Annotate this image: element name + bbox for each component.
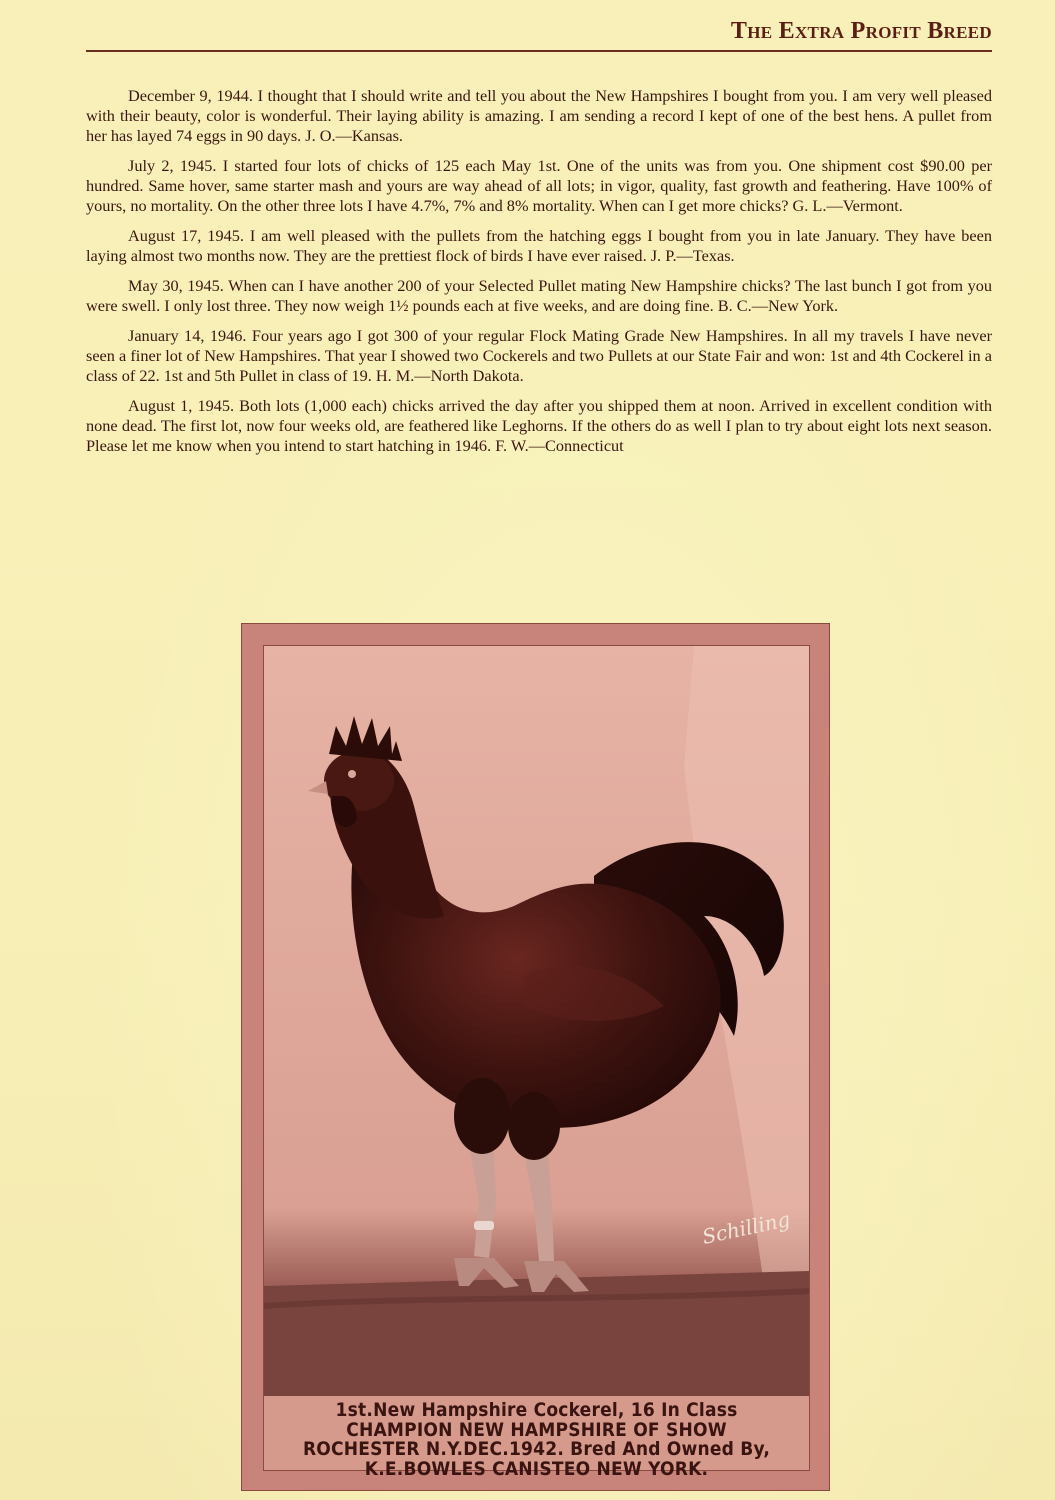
testimonial-letter: July 2, 1945. I started four lots of chicks of 125 each May 1st. One of the units was from you. One shipment cost $90.00 per hundred. Same hover, same starter mash and yours are way ahead of all lots; in vigor, quality, fast growth and feathering. Have 100% of yours, no mortality. On the other three lots I have 4.7%, 7% and 8% mortality. When can I get more chicks? G. L.—Vermont. [86, 156, 992, 215]
testimonial-letter: May 30, 1945. When can I have another 200 of your Selected Pullet mating New Hampshire chicks? The last bunch I got from you were swell. I only lost three. They now weigh 1½ pounds each at five weeks, and are doing fine. B. C.—New York. [86, 276, 992, 315]
testimonial-letters [86, 86, 992, 466]
rooster-photo [263, 645, 810, 1480]
testimonial-letter: December 9, 1944. I thought that I should write and tell you about the New Hampshires I bought from you. I am very well pleased with their beauty, color is wonderful. Their laying ability is amazing. I am sending a record I kept of one of the best hens. A pullet from her has layed 74 eggs in 90 days. J. O.—Kansas. [86, 86, 992, 145]
caption-line: CHAMPION NEW HAMPSHIRE OF SHOW [346, 1418, 727, 1441]
caption-line: ROCHESTER N.Y.DEC.1942. Bred And Owned By, [302, 1438, 771, 1460]
caption-line: K.E.BOWLES CANISTEO NEW YORK. [364, 1457, 709, 1480]
header-title: The Extra Profit Breed [730, 18, 992, 44]
testimonial-letter: August 1, 1945. Both lots (1,000 each) chicks arrived the day after you shipped them at noon. Arrived in excellent condition with none dead. The first lot, now four weeks old, are feathered like Leghorns. If the others do as well I plan to try about eight lots next season. Please let me know when you intend to start hatching in 1946. F. W.—Connecticut [86, 396, 992, 455]
caption-line: 1st.New Hampshire Cockerel, 16 In Class [335, 1399, 738, 1421]
photo-caption [264, 1401, 809, 1479]
testimonial-letter: January 14, 1946. Four years ago I got 300 of your regular Flock Mating Grade New Hampshires. In all my travels I have never seen a finer lot of New Hampshires. That year I showed two Cockerels and two Pullets at our State Fair and won: 1st and 4th Cockerel in a class of 22. 1st and 5th Pullet in class of 19. H. M.—North Dakota. [86, 326, 992, 385]
photographer-signature: Schilling [700, 1206, 793, 1249]
photo-frame [241, 623, 830, 1491]
page-header [86, 14, 992, 52]
rooster-photo-image [264, 646, 809, 1396]
testimonial-letter: August 17, 1945. I am well pleased with the pullets from the hatching eggs I bought from you in late January. They have been laying almost two months now. They are the prettiest flock of birds I have ever raised. J. P.—Texas. [86, 226, 992, 265]
